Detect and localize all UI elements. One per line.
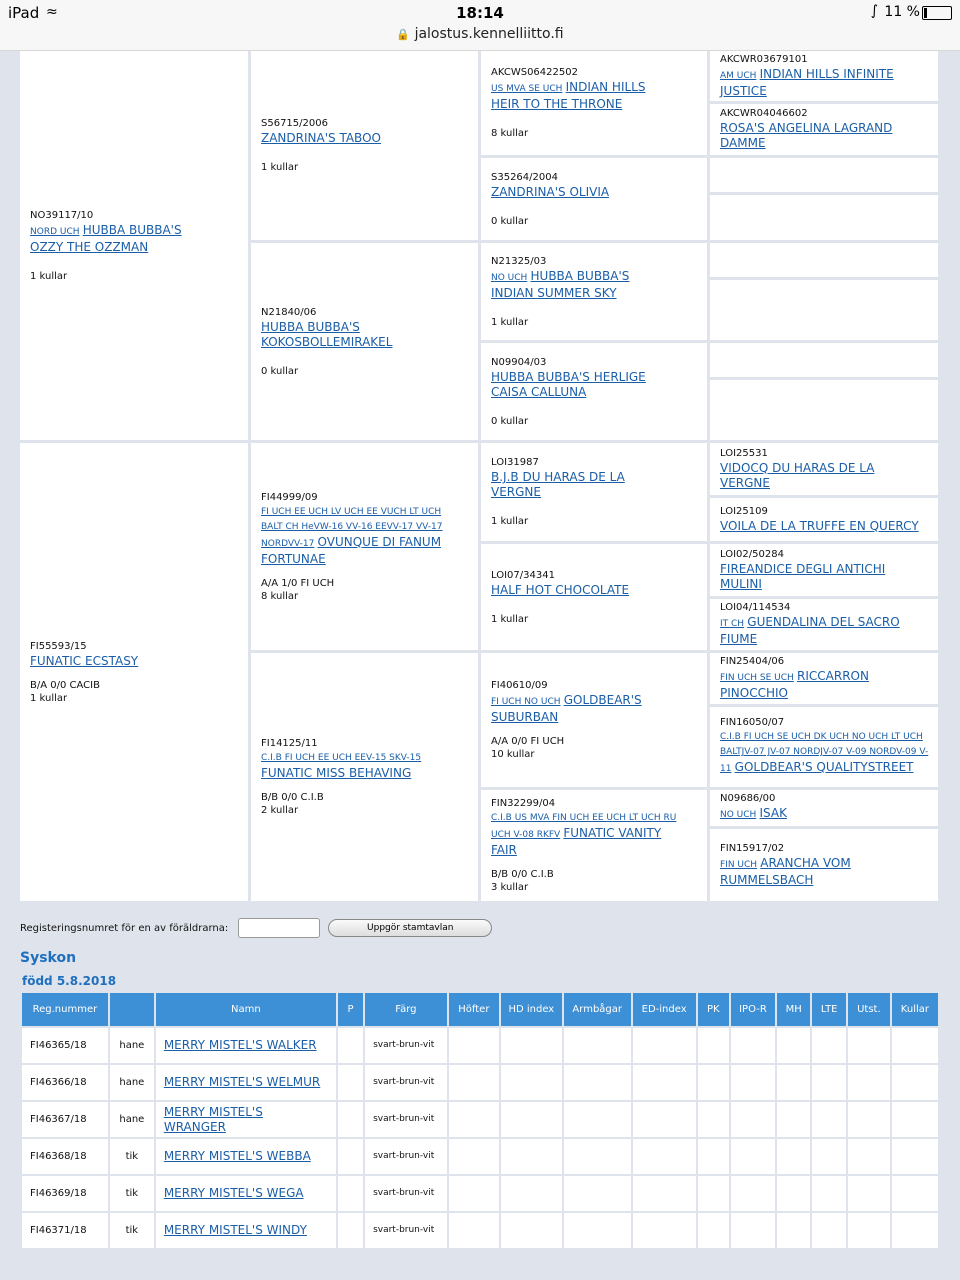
empty-cell <box>892 1213 938 1248</box>
pedigree-ggp-2 <box>481 158 707 240</box>
dog-name-link[interactable]: ISAK <box>759 806 787 820</box>
sibling-color: svart-brun-vit <box>365 1065 447 1100</box>
pedigree-gp-2 <box>251 243 478 440</box>
empty-cell <box>501 1102 562 1137</box>
litters-count: 8 kullar <box>261 590 299 602</box>
pedigree-gggp-11 <box>710 544 938 596</box>
col-hd-index: HD index <box>501 993 562 1026</box>
reg-number: S56715/2006 <box>261 118 328 129</box>
litters-count: 1 kullar <box>491 613 529 625</box>
pedigree-gggp-8 <box>710 380 938 440</box>
title-link[interactable]: NO UCH <box>491 272 528 283</box>
reg-number: N09686/00 <box>720 793 776 804</box>
litters-count: 0 kullar <box>261 365 299 377</box>
reg-number: N09904/03 <box>491 356 547 368</box>
table-row <box>22 1065 938 1100</box>
pedigree-gggp-5 <box>710 243 938 277</box>
empty-cell <box>812 1139 846 1174</box>
battery-icon <box>922 6 952 20</box>
parent-reg-input[interactable] <box>238 918 320 938</box>
title-link[interactable]: C.I.B FI UCH EE UCH EEV-15 SKV-15 <box>261 753 422 763</box>
sibling-reg: FI46365/18 <box>22 1028 108 1063</box>
pedigree-gp-4 <box>251 653 478 901</box>
empty-cell <box>812 1065 846 1100</box>
empty-cell <box>848 1213 890 1248</box>
empty-cell <box>338 1065 363 1100</box>
empty-cell <box>698 1139 729 1174</box>
health-info: B/B 0/0 C.I.B <box>261 792 324 803</box>
pedigree-ggp-4 <box>481 343 707 440</box>
empty-cell <box>848 1102 890 1137</box>
sibling-name-link[interactable]: MERRY MISTEL'S WEBBA <box>156 1139 336 1174</box>
col-shows: Utst. <box>848 993 890 1026</box>
sibling-sex: hane <box>110 1065 154 1100</box>
reg-number: LOI04/114534 <box>720 602 791 613</box>
empty-cell <box>848 1065 890 1100</box>
title-link[interactable]: FI UCH EE UCH LV UCH EE VUCH LT UCH BALT CH HeVW-16 VV-16 EEVV-17 VV-17 NORDVV-17 <box>261 506 443 549</box>
col-sex <box>110 993 154 1026</box>
pedigree-sire <box>20 51 248 440</box>
dog-name-link[interactable]: FUNATIC ECSTASY <box>30 653 139 668</box>
empty-cell <box>338 1102 363 1137</box>
empty-cell <box>338 1176 363 1211</box>
dog-name-link[interactable]: ZANDRINA'S OLIVIA <box>491 184 610 199</box>
dog-name-link[interactable]: ZANDRINA'S TABOO <box>261 131 381 145</box>
litters-count: 1 kullar <box>491 516 529 527</box>
col-color: Färg <box>365 993 447 1026</box>
empty-cell <box>633 1102 696 1137</box>
litters-count: 1 kullar <box>30 270 68 282</box>
empty-cell <box>731 1213 775 1248</box>
battery-percent: 11 % <box>884 4 920 20</box>
sibling-reg: FI46369/18 <box>22 1176 108 1211</box>
empty-cell <box>501 1176 562 1211</box>
sibling-sex: tik <box>110 1139 154 1174</box>
health-info: A/A 0/0 FI UCH <box>491 736 565 747</box>
empty-cell <box>777 1028 811 1063</box>
build-pedigree-button[interactable]: Uppgör stamtavlan <box>328 919 492 937</box>
empty-cell <box>633 1028 696 1063</box>
litters-count: 1 kullar <box>30 692 68 704</box>
sibling-sex: tik <box>110 1176 154 1211</box>
pedigree-gggp-13 <box>710 653 938 704</box>
birth-date: född 5.8.2018 <box>22 974 117 988</box>
health-info: A/A 1/0 FI UCH <box>261 577 335 589</box>
col-ipo-r: IPO-R <box>731 993 775 1026</box>
pedigree-gggp-12 <box>710 599 938 650</box>
title-link[interactable]: C.I.B US MVA FIN UCH EE UCH LT UCH RU UCH V-08 RKFV <box>491 813 677 840</box>
table-row <box>22 1176 938 1211</box>
litters-count: 0 kullar <box>491 215 529 227</box>
litters-count: 3 kullar <box>491 882 529 893</box>
litters-count: 2 kullar <box>261 805 299 816</box>
reg-number: FI44999/09 <box>261 491 318 503</box>
empty-cell <box>892 1139 938 1174</box>
empty-cell <box>633 1176 696 1211</box>
url-text: jalostus.kennelliitto.fi <box>414 26 564 42</box>
dog-name-link[interactable]: VOILA DE LA TRUFFE EN QUERCY <box>720 518 919 533</box>
pedigree-ggp-8 <box>481 790 707 901</box>
empty-cell <box>892 1176 938 1211</box>
sibling-name-link[interactable]: MERRY MISTEL'S WALKER <box>156 1028 336 1063</box>
reg-number: LOI02/50284 <box>720 548 784 560</box>
reg-number: FIN16050/07 <box>720 717 785 728</box>
empty-cell <box>848 1176 890 1211</box>
sibling-sex: tik <box>110 1213 154 1248</box>
empty-cell <box>777 1213 811 1248</box>
litters-count: 1 kullar <box>261 162 299 173</box>
dog-name-link[interactable]: FIREANDICE DEGLI ANTICHI MULINI <box>720 561 886 591</box>
empty-cell <box>731 1102 775 1137</box>
empty-cell <box>812 1213 846 1248</box>
reg-number: S35264/2004 <box>491 171 558 183</box>
parent-lookup-form <box>20 918 492 938</box>
dog-name-link[interactable]: GUENDALINA DEL SACRO FIUME <box>720 615 900 646</box>
sibling-name-link[interactable]: MERRY MISTEL'S WRANGER <box>156 1102 336 1137</box>
pedigree-gggp-14 <box>710 707 938 787</box>
dog-name-link[interactable]: HUBBA BUBBA'S OZZY THE OZZMAN <box>30 222 182 254</box>
sibling-color: svart-brun-vit <box>365 1028 447 1063</box>
empty-cell <box>564 1213 631 1248</box>
dog-name-link[interactable]: B.J.B DU HARAS DE LA VERGNE <box>491 470 625 499</box>
empty-cell <box>564 1028 631 1063</box>
empty-cell <box>812 1028 846 1063</box>
dog-name-link[interactable]: HUBBA BUBBA'S KOKOSBOLLEMIRAKEL <box>261 319 393 349</box>
empty-cell <box>564 1065 631 1100</box>
empty-cell <box>633 1065 696 1100</box>
empty-cell <box>449 1213 499 1248</box>
col-elbows: Armbågar <box>564 993 631 1026</box>
table-row <box>22 1102 938 1137</box>
pedigree-gggp-4 <box>710 195 938 240</box>
reg-number: FIN15917/02 <box>720 842 785 854</box>
pedigree-ggp-3 <box>481 243 707 340</box>
dog-name-link[interactable]: VIDOCQ DU HARAS DE LA VERGNE <box>720 460 875 490</box>
empty-cell <box>698 1176 729 1211</box>
reg-number: LOI31987 <box>491 457 539 468</box>
sibling-color: svart-brun-vit <box>365 1176 447 1211</box>
reg-number: LOI25531 <box>720 447 768 459</box>
table-row <box>22 1139 938 1174</box>
reg-number: FIN25404/06 <box>720 656 785 667</box>
siblings-table <box>20 991 940 1250</box>
health-info: B/A 0/0 CACIB <box>30 679 100 691</box>
col-pk: PK <box>698 993 729 1026</box>
pedigree-ggp-6 <box>481 544 707 650</box>
dog-name-link[interactable]: INDIAN HILLS INFINITE JUSTICE <box>720 66 894 98</box>
reg-number: LOI25109 <box>720 505 768 517</box>
reg-number: FIN32299/04 <box>491 798 556 809</box>
reg-number: FI55593/15 <box>30 640 87 652</box>
empty-cell <box>777 1065 811 1100</box>
sibling-sex: hane <box>110 1028 154 1063</box>
litters-count: 1 kullar <box>491 316 529 328</box>
col-reg: Reg.nummer <box>22 993 108 1026</box>
sibling-color: svart-brun-vit <box>365 1213 447 1248</box>
pedigree-ggp-1 <box>481 51 707 155</box>
sibling-reg: FI46366/18 <box>22 1065 108 1100</box>
col-ed-index: ED-index <box>633 993 696 1026</box>
pedigree-gggp-1 <box>710 51 938 101</box>
empty-cell <box>633 1139 696 1174</box>
dog-name-link[interactable]: RICCARRON PINOCCHIO <box>720 669 869 700</box>
title-link[interactable]: C.I.B FI UCH SE UCH DK UCH NO UCH LT UCH BALTJV-07 JV-07 NORDJV-07 V-09 NORDV-09 V-11 <box>720 732 929 774</box>
col-lte: LTE <box>812 993 846 1026</box>
reg-number: N21840/06 <box>261 306 317 318</box>
col-litters: Kullar <box>892 993 938 1026</box>
sibling-name-link[interactable]: MERRY MISTEL'S WEGA <box>156 1176 336 1211</box>
wifi-icon: ≈ <box>46 4 58 20</box>
empty-cell <box>501 1065 562 1100</box>
clock: 18:14 <box>456 4 504 22</box>
dog-name-link[interactable]: OVUNQUE DI FANUM FORTUNAE <box>261 534 442 566</box>
dog-name-link[interactable]: GOLDBEAR'S QUALITYSTREET <box>734 760 914 774</box>
reg-number: AKCWR04046602 <box>720 108 808 119</box>
empty-cell <box>449 1176 499 1211</box>
col-name: Namn <box>156 993 336 1026</box>
table-header-row <box>22 993 938 1026</box>
siblings-heading: Syskon <box>20 950 77 966</box>
pedigree-gggp-3 <box>710 158 938 192</box>
dog-name-link[interactable]: ROSA'S ANGELINA LAGRAND DAMME <box>720 121 893 150</box>
table-row <box>22 1213 938 1248</box>
empty-cell <box>501 1213 562 1248</box>
dog-name-link[interactable]: GOLDBEAR'S SUBURBAN <box>491 693 642 724</box>
empty-cell <box>892 1065 938 1100</box>
title-link[interactable]: FIN UCH SE UCH <box>720 673 794 683</box>
title-link[interactable]: IT CH <box>720 619 745 629</box>
pedigree-gggp-6 <box>710 280 938 340</box>
dog-name-link[interactable]: HALF HOT CHOCOLATE <box>491 582 630 597</box>
empty-cell <box>449 1028 499 1063</box>
empty-cell <box>501 1139 562 1174</box>
device-label: iPad <box>8 4 40 22</box>
litters-count: 8 kullar <box>491 128 529 139</box>
empty-cell <box>338 1213 363 1248</box>
empty-cell <box>338 1139 363 1174</box>
title-link[interactable]: NORD UCH <box>30 226 80 237</box>
health-info: B/B 0/0 C.I.B <box>491 869 554 880</box>
reg-number: AKCWR03679101 <box>720 53 808 65</box>
empty-cell <box>698 1213 729 1248</box>
pedigree-gggp-16 <box>710 829 938 901</box>
empty-cell <box>731 1139 775 1174</box>
dog-name-link[interactable]: INDIAN HILLS HEIR TO THE THRONE <box>491 80 646 111</box>
reg-number: LOI07/34341 <box>491 569 555 581</box>
pedigree-ggp-7 <box>481 653 707 787</box>
sibling-sex: hane <box>110 1102 154 1137</box>
dog-name-link[interactable]: ARANCHA VOM RUMMELSBACH <box>720 855 851 887</box>
empty-cell <box>698 1028 729 1063</box>
dog-name-link[interactable]: HUBBA BUBBA'S HERLIGE CAISA CALLUNA <box>491 369 646 399</box>
pedigree-gggp-9 <box>710 443 938 495</box>
empty-cell <box>698 1065 729 1100</box>
title-link[interactable]: FIN UCH <box>720 859 758 870</box>
col-hips: Höfter <box>449 993 499 1026</box>
reg-number: FI14125/11 <box>261 738 318 749</box>
empty-cell <box>812 1102 846 1137</box>
dog-name-link[interactable]: FUNATIC VANITY FAIR <box>491 826 662 857</box>
litters-count: 0 kullar <box>491 415 529 427</box>
litters-count: 10 kullar <box>491 749 535 760</box>
pedigree-ggp-5 <box>481 443 707 541</box>
pedigree-gggp-15 <box>710 790 938 826</box>
pedigree-gggp-7 <box>710 343 938 377</box>
empty-cell <box>777 1139 811 1174</box>
parent-reg-label: Registeringsnumret för en av föräldrarna: <box>20 922 229 934</box>
empty-cell <box>731 1065 775 1100</box>
sibling-reg: FI46368/18 <box>22 1139 108 1174</box>
col-mh: MH <box>777 993 811 1026</box>
address-bar[interactable] <box>0 26 960 42</box>
pedigree-gggp-2 <box>710 104 938 155</box>
pedigree-dam <box>20 443 248 901</box>
empty-cell <box>564 1139 631 1174</box>
pedigree-gggp-10 <box>710 498 938 541</box>
status-bar <box>0 0 960 51</box>
empty-cell <box>449 1102 499 1137</box>
sibling-name-link[interactable]: MERRY MISTEL'S WINDY <box>156 1213 336 1248</box>
pedigree-gp-1 <box>251 51 478 240</box>
table-row <box>22 1028 938 1063</box>
empty-cell <box>848 1139 890 1174</box>
dog-name-link[interactable]: HUBBA BUBBA'S INDIAN SUMMER SKY <box>491 268 630 300</box>
sibling-color: svart-brun-vit <box>365 1139 447 1174</box>
empty-cell <box>564 1176 631 1211</box>
title-link[interactable]: US MVA SE UCH <box>491 84 563 94</box>
bluetooth-icon: ∫ <box>870 3 878 19</box>
reg-number: N21325/03 <box>491 255 547 267</box>
reg-number: AKCWS06422502 <box>491 67 578 78</box>
empty-cell <box>564 1102 631 1137</box>
pedigree-table <box>20 51 940 903</box>
lock-icon: 🔒 <box>396 28 411 41</box>
col-p: P <box>338 993 363 1026</box>
sibling-reg: FI46371/18 <box>22 1213 108 1248</box>
sibling-reg: FI46367/18 <box>22 1102 108 1137</box>
empty-cell <box>892 1102 938 1137</box>
empty-cell <box>501 1028 562 1063</box>
empty-cell <box>848 1028 890 1063</box>
empty-cell <box>633 1213 696 1248</box>
empty-cell <box>449 1139 499 1174</box>
sibling-name-link[interactable]: MERRY MISTEL'S WELMUR <box>156 1065 336 1100</box>
empty-cell <box>731 1176 775 1211</box>
dog-name-link[interactable]: FUNATIC MISS BEHAVING <box>261 766 412 780</box>
reg-number: FI40610/09 <box>491 680 548 691</box>
empty-cell <box>812 1176 846 1211</box>
title-link[interactable]: FI UCH NO UCH <box>491 697 561 707</box>
pedigree-gp-3 <box>251 443 478 650</box>
empty-cell <box>892 1028 938 1063</box>
empty-cell <box>338 1028 363 1063</box>
empty-cell <box>698 1102 729 1137</box>
empty-cell <box>731 1028 775 1063</box>
reg-number: NO39117/10 <box>30 209 94 221</box>
title-link[interactable]: AM UCH <box>720 70 757 81</box>
empty-cell <box>449 1065 499 1100</box>
sibling-color: svart-brun-vit <box>365 1102 447 1137</box>
empty-cell <box>777 1102 811 1137</box>
title-link[interactable]: NO UCH <box>720 810 757 820</box>
empty-cell <box>777 1176 811 1211</box>
